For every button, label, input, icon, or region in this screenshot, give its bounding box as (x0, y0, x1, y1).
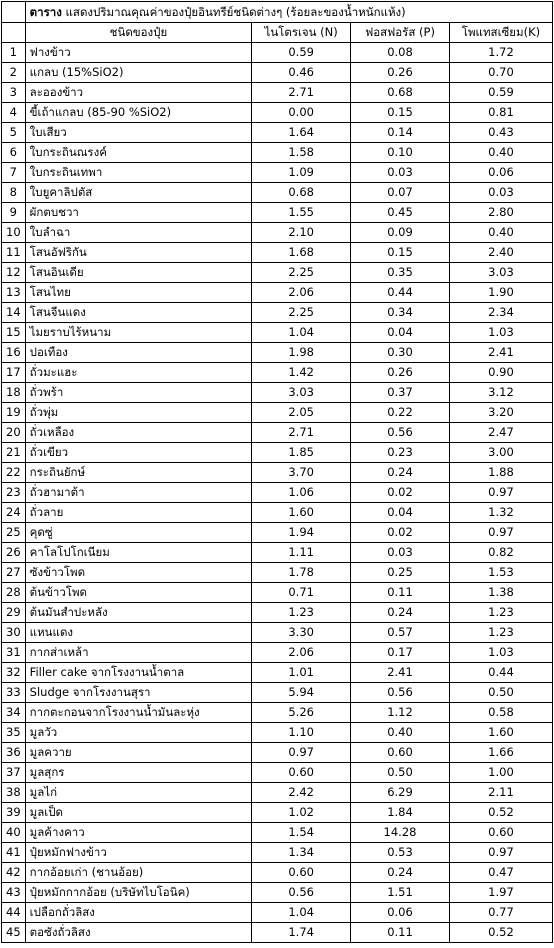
fertilizer-name-cell: ใบลำฉา (25, 223, 252, 243)
row-number-cell: 30 (2, 623, 26, 643)
table-row (2, 103, 553, 123)
table-row (2, 803, 553, 823)
fertilizer-name-cell: ใบกระถินเทพา (25, 163, 252, 183)
nitrogen-value-cell: 1.42 (252, 363, 351, 383)
phosphorus-value-cell: 0.26 (351, 363, 450, 383)
table-row (2, 423, 553, 443)
nitrogen-value-cell: 1.09 (252, 163, 351, 183)
potassium-value-cell: 1.32 (449, 503, 552, 523)
row-number-cell: 7 (2, 163, 26, 183)
header-phosphorus: ฟอสฟอรัส (P) (351, 23, 450, 43)
nitrogen-value-cell: 2.10 (252, 223, 351, 243)
fertilizer-name-cell: แกลบ (15%SiO2) (25, 63, 252, 83)
potassium-value-cell: 1.53 (449, 563, 552, 583)
phosphorus-value-cell: 1.12 (351, 703, 450, 723)
row-number-cell: 29 (2, 603, 26, 623)
phosphorus-value-cell: 6.29 (351, 783, 450, 803)
table-row (2, 503, 553, 523)
fertilizer-name-cell: ซังข้าวโพด (25, 563, 252, 583)
row-number-cell: 8 (2, 183, 26, 203)
potassium-value-cell: 0.58 (449, 703, 552, 723)
header-potassium: โพแทสเซียม(K) (449, 23, 552, 43)
potassium-value-cell: 0.47 (449, 863, 552, 883)
fertilizer-name-cell: ถั่วฮามาต้า (25, 483, 252, 503)
row-number-cell: 34 (2, 703, 26, 723)
row-number-cell: 6 (2, 143, 26, 163)
phosphorus-value-cell: 0.26 (351, 63, 450, 83)
potassium-value-cell: 0.97 (449, 843, 552, 863)
fertilizer-name-cell: คุดซู่ (25, 523, 252, 543)
phosphorus-value-cell: 0.40 (351, 723, 450, 743)
potassium-value-cell: 0.90 (449, 363, 552, 383)
nitrogen-value-cell: 1.01 (252, 663, 351, 683)
row-number-cell: 3 (2, 83, 26, 103)
phosphorus-value-cell: 0.24 (351, 463, 450, 483)
phosphorus-value-cell: 0.04 (351, 323, 450, 343)
table-row (2, 123, 553, 143)
fertilizer-name-cell: โสนจีนแดง (25, 303, 252, 323)
potassium-value-cell: 3.03 (449, 263, 552, 283)
potassium-value-cell: 1.72 (449, 43, 552, 63)
phosphorus-value-cell: 0.11 (351, 923, 450, 943)
table-row (2, 763, 553, 783)
fertilizer-name-cell: Sludge จากโรงงานสุรา (25, 683, 252, 703)
nitrogen-value-cell: 2.25 (252, 303, 351, 323)
fertilizer-name-cell: ขี้เถ้าแกลบ (85-90 %SiO2) (25, 103, 252, 123)
table-row (2, 83, 553, 103)
fertilizer-name-cell: ฟางข้าว (25, 43, 252, 63)
phosphorus-value-cell: 0.09 (351, 223, 450, 243)
nitrogen-value-cell: 1.68 (252, 243, 351, 263)
fertilizer-name-cell: เปลือกถั่วลิสง (25, 903, 252, 923)
table-row (2, 543, 553, 563)
fertilizer-name-cell: ใบเสียว (25, 123, 252, 143)
nitrogen-value-cell: 3.03 (252, 383, 351, 403)
row-number-cell: 17 (2, 363, 26, 383)
row-number-cell: 1 (2, 43, 26, 63)
potassium-value-cell: 1.03 (449, 643, 552, 663)
phosphorus-value-cell: 0.11 (351, 583, 450, 603)
row-number-cell: 13 (2, 283, 26, 303)
row-number-cell: 21 (2, 443, 26, 463)
table-row (2, 183, 553, 203)
nitrogen-value-cell: 0.56 (252, 883, 351, 903)
fertilizer-name-cell: แหนแดง (25, 623, 252, 643)
table-row (2, 863, 553, 883)
table-row (2, 823, 553, 843)
table-row (2, 163, 553, 183)
nitrogen-value-cell: 1.74 (252, 923, 351, 943)
row-number-cell: 5 (2, 123, 26, 143)
phosphorus-value-cell: 14.28 (351, 823, 450, 843)
nitrogen-value-cell: 1.11 (252, 543, 351, 563)
table-row (2, 223, 553, 243)
row-number-cell: 10 (2, 223, 26, 243)
table-row (2, 303, 553, 323)
phosphorus-value-cell: 0.24 (351, 863, 450, 883)
table-row (2, 483, 553, 503)
phosphorus-value-cell: 0.04 (351, 503, 450, 523)
nitrogen-value-cell: 1.78 (252, 563, 351, 583)
fertilizer-name-cell: มูลเป็ด (25, 803, 252, 823)
potassium-value-cell: 1.97 (449, 883, 552, 903)
potassium-value-cell: 2.34 (449, 303, 552, 323)
potassium-value-cell: 0.97 (449, 523, 552, 543)
phosphorus-value-cell: 0.10 (351, 143, 450, 163)
table-row (2, 63, 553, 83)
fertilizer-name-cell: กากอ้อยเก่า (ชานอ้อย) (25, 863, 252, 883)
phosphorus-value-cell: 0.15 (351, 103, 450, 123)
potassium-value-cell: 0.59 (449, 83, 552, 103)
nitrogen-value-cell: 5.94 (252, 683, 351, 703)
fertilizer-name-cell: มูลสุกร (25, 763, 252, 783)
potassium-value-cell: 0.70 (449, 63, 552, 83)
fertilizer-name-cell: ตอซังถั่วลิสง (25, 923, 252, 943)
table-row (2, 443, 553, 463)
table-row (2, 363, 553, 383)
row-number-cell: 11 (2, 243, 26, 263)
potassium-value-cell: 0.77 (449, 903, 552, 923)
header-row (2, 23, 553, 43)
potassium-value-cell: 1.23 (449, 623, 552, 643)
phosphorus-value-cell: 0.56 (351, 423, 450, 443)
phosphorus-value-cell: 0.56 (351, 683, 450, 703)
nitrogen-value-cell: 0.60 (252, 863, 351, 883)
row-number-cell: 20 (2, 423, 26, 443)
row-number-cell: 22 (2, 463, 26, 483)
potassium-value-cell: 0.60 (449, 823, 552, 843)
fertilizer-name-cell: ต้นข้าวโพด (25, 583, 252, 603)
table-row (2, 903, 553, 923)
phosphorus-value-cell: 1.51 (351, 883, 450, 903)
phosphorus-value-cell: 0.25 (351, 563, 450, 583)
row-number-cell: 35 (2, 723, 26, 743)
fertilizer-name-cell: คาโลโปโกเนียม (25, 543, 252, 563)
fertilizer-name-cell: ถั่วพร้า (25, 383, 252, 403)
fertilizer-name-cell: กากส่าเหล้า (25, 643, 252, 663)
potassium-value-cell: 3.12 (449, 383, 552, 403)
phosphorus-value-cell: 0.03 (351, 163, 450, 183)
header-nitrogen: ไนโตรเจน (N) (252, 23, 351, 43)
fertilizer-name-cell: ผักตบชวา (25, 203, 252, 223)
row-number-cell: 31 (2, 643, 26, 663)
row-number-cell: 2 (2, 63, 26, 83)
fertilizer-name-cell: โสนอัฟริกัน (25, 243, 252, 263)
potassium-value-cell: 2.40 (449, 243, 552, 263)
phosphorus-value-cell: 0.44 (351, 283, 450, 303)
nitrogen-value-cell: 1.06 (252, 483, 351, 503)
nitrogen-value-cell: 0.97 (252, 743, 351, 763)
potassium-value-cell: 1.60 (449, 723, 552, 743)
row-number-cell: 19 (2, 403, 26, 423)
row-number-cell: 44 (2, 903, 26, 923)
title-blank-cell (2, 2, 26, 23)
fertilizer-name-cell: ถั่วพุ่ม (25, 403, 252, 423)
nitrogen-value-cell: 0.71 (252, 583, 351, 603)
nitrogen-value-cell: 1.64 (252, 123, 351, 143)
phosphorus-value-cell: 0.23 (351, 443, 450, 463)
row-number-cell: 16 (2, 343, 26, 363)
potassium-value-cell: 0.52 (449, 923, 552, 943)
potassium-value-cell: 0.03 (449, 183, 552, 203)
table-row (2, 923, 553, 943)
header-fertilizer-type: ชนิดของปุ๋ย (25, 23, 252, 43)
nitrogen-value-cell: 1.55 (252, 203, 351, 223)
nitrogen-value-cell: 0.60 (252, 763, 351, 783)
phosphorus-value-cell: 1.84 (351, 803, 450, 823)
nitrogen-value-cell: 0.59 (252, 43, 351, 63)
phosphorus-value-cell: 0.68 (351, 83, 450, 103)
fertilizer-nutrient-table (1, 1, 553, 943)
potassium-value-cell: 1.38 (449, 583, 552, 603)
fertilizer-name-cell: ปุ๋ยหมักกากอ้อย (บริษัทไบโอนิค) (25, 883, 252, 903)
fertilizer-name-cell: โสนไทย (25, 283, 252, 303)
row-number-cell: 26 (2, 543, 26, 563)
nitrogen-value-cell: 2.42 (252, 783, 351, 803)
fertilizer-name-cell: มูลวัว (25, 723, 252, 743)
fertilizer-name-cell: มูลควาย (25, 743, 252, 763)
table-row (2, 883, 553, 903)
potassium-value-cell: 0.81 (449, 103, 552, 123)
potassium-value-cell: 1.90 (449, 283, 552, 303)
potassium-value-cell: 2.41 (449, 343, 552, 363)
fertilizer-name-cell: มูลค้างคาว (25, 823, 252, 843)
row-number-cell: 32 (2, 663, 26, 683)
fertilizer-name-cell: มูลไก่ (25, 783, 252, 803)
nitrogen-value-cell: 1.23 (252, 603, 351, 623)
potassium-value-cell: 0.50 (449, 683, 552, 703)
fertilizer-name-cell: ถั่วลาย (25, 503, 252, 523)
nitrogen-value-cell: 0.68 (252, 183, 351, 203)
phosphorus-value-cell: 0.60 (351, 743, 450, 763)
potassium-value-cell: 0.40 (449, 223, 552, 243)
phosphorus-value-cell: 0.03 (351, 543, 450, 563)
nitrogen-value-cell: 2.71 (252, 83, 351, 103)
table-row (2, 463, 553, 483)
phosphorus-value-cell: 0.02 (351, 523, 450, 543)
table-row (2, 583, 553, 603)
row-number-cell: 15 (2, 323, 26, 343)
table-row (2, 343, 553, 363)
table-row (2, 643, 553, 663)
fertilizer-name-cell: ปุ๋ยหมักฟางข้าว (25, 843, 252, 863)
table-row (2, 383, 553, 403)
phosphorus-value-cell: 0.34 (351, 303, 450, 323)
row-number-cell: 18 (2, 383, 26, 403)
nitrogen-value-cell: 3.30 (252, 623, 351, 643)
phosphorus-value-cell: 0.30 (351, 343, 450, 363)
row-number-cell: 38 (2, 783, 26, 803)
nitrogen-value-cell: 2.06 (252, 283, 351, 303)
potassium-value-cell: 2.47 (449, 423, 552, 443)
nitrogen-value-cell: 1.98 (252, 343, 351, 363)
row-number-cell: 45 (2, 923, 26, 943)
fertilizer-name-cell: ใบยูคาลิปตัส (25, 183, 252, 203)
row-number-cell: 42 (2, 863, 26, 883)
nitrogen-value-cell: 1.94 (252, 523, 351, 543)
potassium-value-cell: 0.82 (449, 543, 552, 563)
phosphorus-value-cell: 2.41 (351, 663, 450, 683)
row-number-cell: 4 (2, 103, 26, 123)
table-row (2, 203, 553, 223)
table-title (25, 2, 552, 23)
potassium-value-cell: 1.23 (449, 603, 552, 623)
table-row (2, 603, 553, 623)
potassium-value-cell: 1.66 (449, 743, 552, 763)
nitrogen-value-cell: 2.05 (252, 403, 351, 423)
fertilizer-name-cell: ถั่วมะแฮะ (25, 363, 252, 383)
phosphorus-value-cell: 0.37 (351, 383, 450, 403)
nitrogen-value-cell: 5.26 (252, 703, 351, 723)
table-row (2, 723, 553, 743)
fertilizer-name-cell: Filler cake จากโรงงานน้ำตาล (25, 663, 252, 683)
nitrogen-value-cell: 0.00 (252, 103, 351, 123)
table-row (2, 663, 553, 683)
row-number-cell: 28 (2, 583, 26, 603)
phosphorus-value-cell: 0.50 (351, 763, 450, 783)
phosphorus-value-cell: 0.35 (351, 263, 450, 283)
phosphorus-value-cell: 0.07 (351, 183, 450, 203)
potassium-value-cell: 2.80 (449, 203, 552, 223)
fertilizer-name-cell: ถั่วเหลือง (25, 423, 252, 443)
fertilizer-name-cell: ถั่วเขียว (25, 443, 252, 463)
row-number-cell: 27 (2, 563, 26, 583)
fertilizer-name-cell: กากตะกอนจากโรงงานน้ำมันละหุ่ง (25, 703, 252, 723)
nitrogen-value-cell: 3.70 (252, 463, 351, 483)
row-number-cell: 40 (2, 823, 26, 843)
nitrogen-value-cell: 1.58 (252, 143, 351, 163)
nitrogen-value-cell: 1.34 (252, 843, 351, 863)
potassium-value-cell: 0.97 (449, 483, 552, 503)
phosphorus-value-cell: 0.22 (351, 403, 450, 423)
phosphorus-value-cell: 0.15 (351, 243, 450, 263)
phosphorus-value-cell: 0.24 (351, 603, 450, 623)
title-row (2, 2, 553, 23)
table-row (2, 743, 553, 763)
fertilizer-name-cell: ไมยราบไร้หนาม (25, 323, 252, 343)
table-row (2, 563, 553, 583)
nitrogen-value-cell: 1.60 (252, 503, 351, 523)
row-number-cell: 39 (2, 803, 26, 823)
row-number-cell: 14 (2, 303, 26, 323)
table-row (2, 783, 553, 803)
row-number-cell: 41 (2, 843, 26, 863)
row-number-cell: 25 (2, 523, 26, 543)
potassium-value-cell: 0.40 (449, 143, 552, 163)
table-row (2, 623, 553, 643)
fertilizer-name-cell: ละอองข้าว (25, 83, 252, 103)
fertilizer-name-cell: ต้นมันสำปะหลัง (25, 603, 252, 623)
nitrogen-value-cell: 1.54 (252, 823, 351, 843)
row-number-cell: 12 (2, 263, 26, 283)
phosphorus-value-cell: 0.06 (351, 903, 450, 923)
row-number-cell: 43 (2, 883, 26, 903)
nitrogen-value-cell: 2.06 (252, 643, 351, 663)
fertilizer-name-cell: ปอเทือง (25, 343, 252, 363)
fertilizer-name-cell: ใบกระถินณรงค์ (25, 143, 252, 163)
nitrogen-value-cell: 2.25 (252, 263, 351, 283)
phosphorus-value-cell: 0.14 (351, 123, 450, 143)
nitrogen-value-cell: 1.02 (252, 803, 351, 823)
nitrogen-value-cell: 1.04 (252, 323, 351, 343)
table-row (2, 683, 553, 703)
table-title-text: แสดงปริมาณคุณค่าของปุ๋ยอินทรีย์ชนิดต่างๆ (ร้อยละของน้ำหนักแห้ง) (61, 5, 406, 19)
nitrogen-value-cell: 0.46 (252, 63, 351, 83)
nitrogen-value-cell: 1.85 (252, 443, 351, 463)
table-row (2, 323, 553, 343)
phosphorus-value-cell: 0.17 (351, 643, 450, 663)
header-blank-cell (2, 23, 26, 43)
table-row (2, 703, 553, 723)
row-number-cell: 24 (2, 503, 26, 523)
fertilizer-name-cell: โสนอินเดีย (25, 263, 252, 283)
row-number-cell: 36 (2, 743, 26, 763)
row-number-cell: 33 (2, 683, 26, 703)
table-row (2, 263, 553, 283)
fertilizer-name-cell: กระถินยักษ์ (25, 463, 252, 483)
table-row (2, 143, 553, 163)
potassium-value-cell: 1.03 (449, 323, 552, 343)
phosphorus-value-cell: 0.57 (351, 623, 450, 643)
table-row (2, 283, 553, 303)
potassium-value-cell: 0.06 (449, 163, 552, 183)
table-row (2, 403, 553, 423)
potassium-value-cell: 0.44 (449, 663, 552, 683)
row-number-cell: 37 (2, 763, 26, 783)
table-row (2, 523, 553, 543)
row-number-cell: 23 (2, 483, 26, 503)
potassium-value-cell: 3.00 (449, 443, 552, 463)
phosphorus-value-cell: 0.53 (351, 843, 450, 863)
nitrogen-value-cell: 2.71 (252, 423, 351, 443)
potassium-value-cell: 1.88 (449, 463, 552, 483)
row-number-cell: 9 (2, 203, 26, 223)
nitrogen-value-cell: 1.10 (252, 723, 351, 743)
nitrogen-value-cell: 1.04 (252, 903, 351, 923)
phosphorus-value-cell: 0.02 (351, 483, 450, 503)
potassium-value-cell: 0.43 (449, 123, 552, 143)
phosphorus-value-cell: 0.45 (351, 203, 450, 223)
potassium-value-cell: 1.00 (449, 763, 552, 783)
table-title-label: ตาราง (29, 5, 62, 19)
potassium-value-cell: 0.52 (449, 803, 552, 823)
potassium-value-cell: 3.20 (449, 403, 552, 423)
phosphorus-value-cell: 0.08 (351, 43, 450, 63)
table-row (2, 243, 553, 263)
table-row (2, 43, 553, 63)
table-row (2, 843, 553, 863)
potassium-value-cell: 2.11 (449, 783, 552, 803)
